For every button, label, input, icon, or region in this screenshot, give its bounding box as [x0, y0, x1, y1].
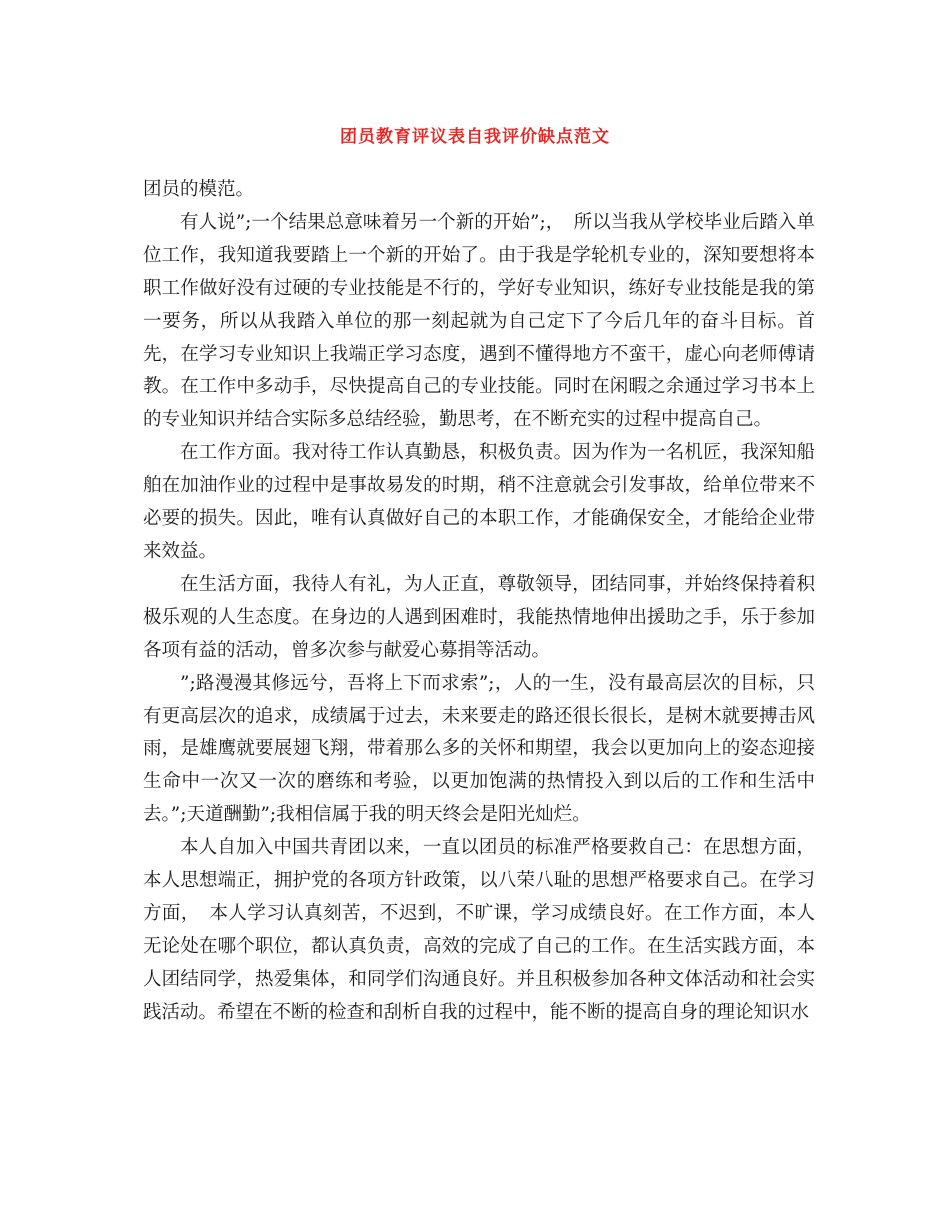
paragraph-self-evaluation: 本人自加入中国共青团以来，一直以团员的标准严格要救自己：在思想方面，本人思想端正，拥护党的各项方针政策，以八荣八耻的思想严格要求自己。在学习方面， 本人学习认真刻苦，不迟到，不旷课，学习成绩良好。在工作方面，本人无论处在哪个职位，都认真负责，高效的完成了自己的工作。在生活实践方面，本人团结同学，热爱集体，和同学们沟通良好。并且积极参加各种文体活动和社会实践活动。希望在不断的检查和刮析自我的过程中，能不断的提高自身的理论知识水 [143, 837, 815, 1023]
paragraph-continuation: 团员的模范。 [143, 179, 255, 200]
paragraph-work: 在工作方面。我对待工作认真勤恳，积极负责。因为作为一名机匠，我深知船舶在加油作业的过程中是事故易发的时期，稍不注意就会引发事故，给单位带来不必要的损失。因此，唯有认真做好自己的本职工作，才能确保安全，才能给企业带来效益。 [143, 442, 815, 562]
paragraph-aspiration: ”;路漫漫其修远兮，吾将上下而求索”;，人的一生，没有最高层次的目标，只有更高层次的追求，成绩属于过去，未来要走的路还很长很长，是树木就要搏击风雨，是雄鹰就要展翅飞翔，带着那么多的关怀和期望，我会以更加向上的姿态迎接生命中一次又一次的磨练和考验，以更加饱满的热情投入到以后的工作和生活中去。”;天道酬勤”;我相信属于我的明天终会是阳光灿烂。 [143, 672, 815, 826]
paragraph-life: 在生活方面，我待人有礼，为人正直，尊敬领导，团结同事，并始终保持着积极乐观的人生态度。在身边的人遇到困难时，我能热情地伸出援助之手，乐于参加各项有益的活动，曾多次参与献爱心募捐等活动。 [143, 573, 815, 661]
document-body [143, 174, 815, 1030]
document-title: 团员教育评议表自我评价缺点范文 [340, 127, 610, 147]
paragraph-career-start: 有人说”;一个结果总意味着另一个新的开始”;， 所以当我从学校毕业后踏入单位工作，我知道我要踏上一个新的开始了。由于我是学轮机专业的，深知要想将本职工作做好没有过硬的专业技能是不行的，学好专业知识，练好专业技能是我的第一要务，所以从我踏入单位的那一刻起就为自己定下了今后几年的奋斗目标。首先，在学习专业知识上我端正学习态度，遇到不懂得地方不蛮干，虚心向老师傅请教。在工作中多动手，尽快提高自己的专业技能。同时在闲暇之余通过学习书本上的专业知识并结合实际多总结经验，勤思考，在不断充实的过程中提高自己。 [143, 211, 815, 431]
